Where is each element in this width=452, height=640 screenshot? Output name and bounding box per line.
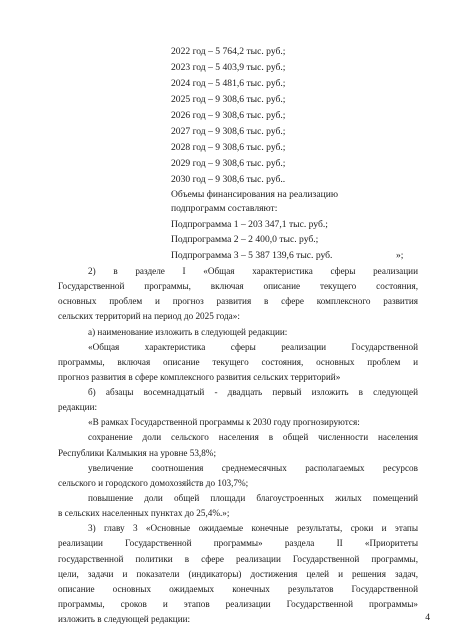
finance-line: 2027 год – 9 308,6 тыс. руб.; [171,126,286,137]
body-line: программы, сроков и этапов реализации Государственной программы» [58,598,418,609]
body-line: изложить в следующей редакции: [58,614,191,624]
quote-close: »; [396,250,404,261]
body-line: сохранение доли сельского населения в общей численности населения [88,432,418,443]
body-line: реализации Государственной программы» раздела II «Приоритеты [58,538,418,549]
body-line: в сельских населенных пунктах до 25,4%.»; [58,508,230,519]
body-line: редакции: [58,402,98,413]
body-line: прогноз развития в сфере комплексного развития сельских территорий» [58,371,341,382]
finance-line: Объемы финансирования на реализацию [171,189,339,200]
finance-line: 2023 год – 5 403,9 тыс. руб.; [171,62,286,73]
finance-line: 2029 год – 9 308,6 тыс. руб.; [171,158,286,169]
body-line: государственной политики в сфере реализации Государственной программы, [58,553,418,564]
body-line: основных проблем и прогноз развития в сфере комплексного развития [58,296,418,307]
body-line: Республики Калмыкия на уровне 53,8%; [58,447,217,458]
body-line: программы, включая описание текущего состояния, основных проблем и [58,356,418,367]
body-line: увеличение соотношения среднемесячных располагаемых ресурсов [88,462,418,473]
finance-line: 2025 год – 9 308,6 тыс. руб.; [171,94,286,105]
body-line: повышение доли общей площади благоустроенных жилых помещений [88,493,418,503]
body-line: Государственной программы, включая описание текущего состояния, [58,281,418,292]
finance-line: Подпрограмма 3 – 5 387 139,6 тыс. руб. [171,250,333,261]
body-line: сельского и городского домохозяйств до 103,7%; [58,477,249,488]
finance-line: 2026 год – 9 308,6 тыс. руб.; [171,110,286,121]
body-line: описание основных ожидаемых конечных результатов Государственной [58,583,418,594]
body-line: б) абзацы восемнадцатый - двадцать первый изложить в следующей [88,387,418,397]
body-line: 3) главу 3 «Основные ожидаемые конечные результаты, сроки и этапы [88,523,418,534]
body-line: 2) в разделе I «Общая характеристика сферы реализации [88,266,418,276]
finance-line: Подпрограмма 2 – 2 400,0 тыс. руб.; [171,234,319,245]
finance-line: 2024 год – 5 481,6 тыс. руб.; [171,78,286,89]
body-line: «В рамках Государственной программы к 2030 году прогнозируются: [88,417,360,428]
finance-line: 2030 год – 9 308,6 тыс. руб.. [171,174,286,185]
finance-line: Подпрограмма 1 – 203 347,1 тыс. руб.; [171,219,328,230]
body-line: «Общая характеристика сферы реализации Государственной [88,341,418,352]
body-line: цели, задачи и показатели (индикаторы) достижения целей и решения задач, [58,568,418,579]
page-number: 4 [425,612,430,623]
finance-line: подпрограмм составляют: [171,203,278,214]
body-line: сельских территорий на период до 2025 года»: [58,311,240,322]
finance-line: 2028 год – 9 308,6 тыс. руб.; [171,142,286,153]
finance-line: 2022 год – 5 764,2 тыс. руб.; [171,46,286,57]
body-line: а) наименование изложить в следующей редакции: [88,326,288,337]
